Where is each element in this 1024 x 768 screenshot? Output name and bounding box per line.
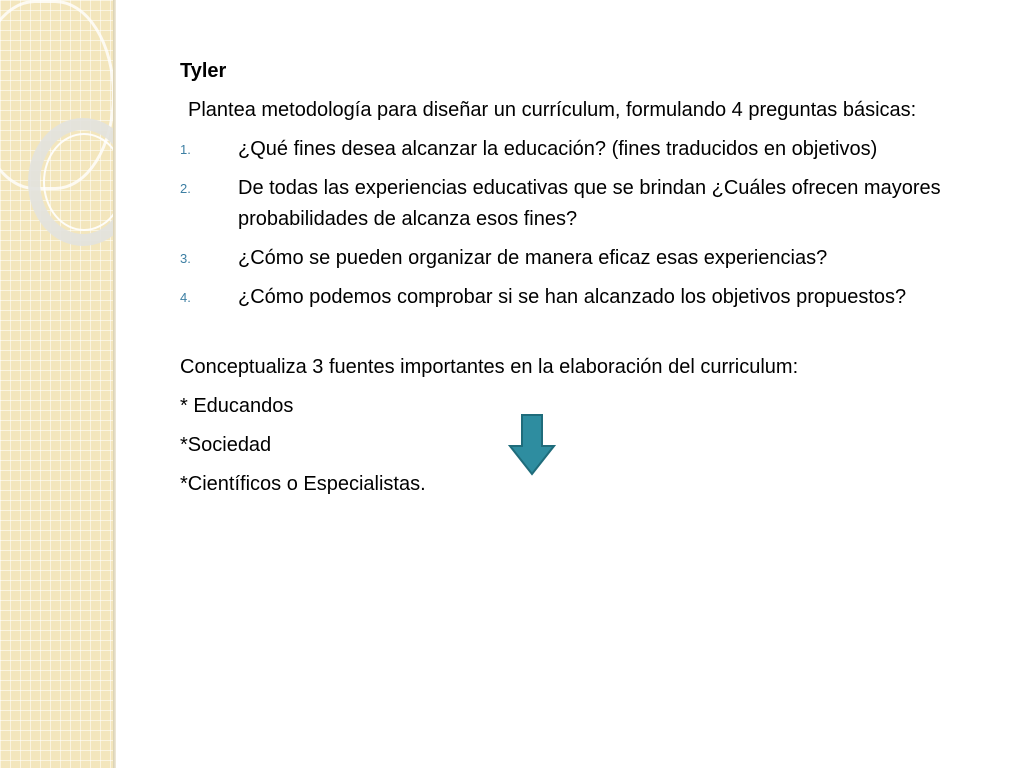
- question-number: 4.: [180, 290, 191, 305]
- question-text: ¿Qué fines desea alcanzar la educación? (fines traducidos en objetivos): [238, 138, 878, 160]
- question-item: [180, 173, 980, 235]
- question-text: ¿Cómo podemos comprobar si se han alcanzado los objetivos propuestos?: [238, 286, 907, 308]
- slide-content: [180, 56, 980, 500]
- question-text: ¿Cómo se pueden organizar de manera eficaz esas experiencias?: [238, 247, 828, 269]
- question-item: [180, 282, 980, 313]
- question-list: [180, 134, 980, 313]
- intro-text: Plantea metodología para diseñar un currículum, formulando 4 preguntas básicas:: [188, 99, 917, 121]
- source-item: *Científicos o Especialistas.: [180, 473, 426, 495]
- down-arrow-icon: [508, 414, 556, 476]
- question-number: 2.: [180, 181, 191, 196]
- slide-title: Tyler: [180, 60, 227, 82]
- down-arrow-shape: [510, 415, 554, 474]
- question-text: De todas las experiencias educativas que se brindan ¿Cuáles ofrecen mayores probabilidades de alcanza esos fines?: [238, 177, 941, 230]
- side-panel-edge: [113, 0, 116, 768]
- source-item: *Sociedad: [180, 434, 272, 456]
- question-number: 3.: [180, 251, 191, 266]
- source-item: * Educandos: [180, 395, 294, 417]
- question-item: [180, 134, 980, 165]
- side-decoration-panel: [0, 0, 113, 768]
- sources-intro: Conceptualiza 3 fuentes importantes en la elaboración del curriculum:: [180, 356, 799, 378]
- question-item: [180, 243, 980, 274]
- question-number: 1.: [180, 142, 191, 157]
